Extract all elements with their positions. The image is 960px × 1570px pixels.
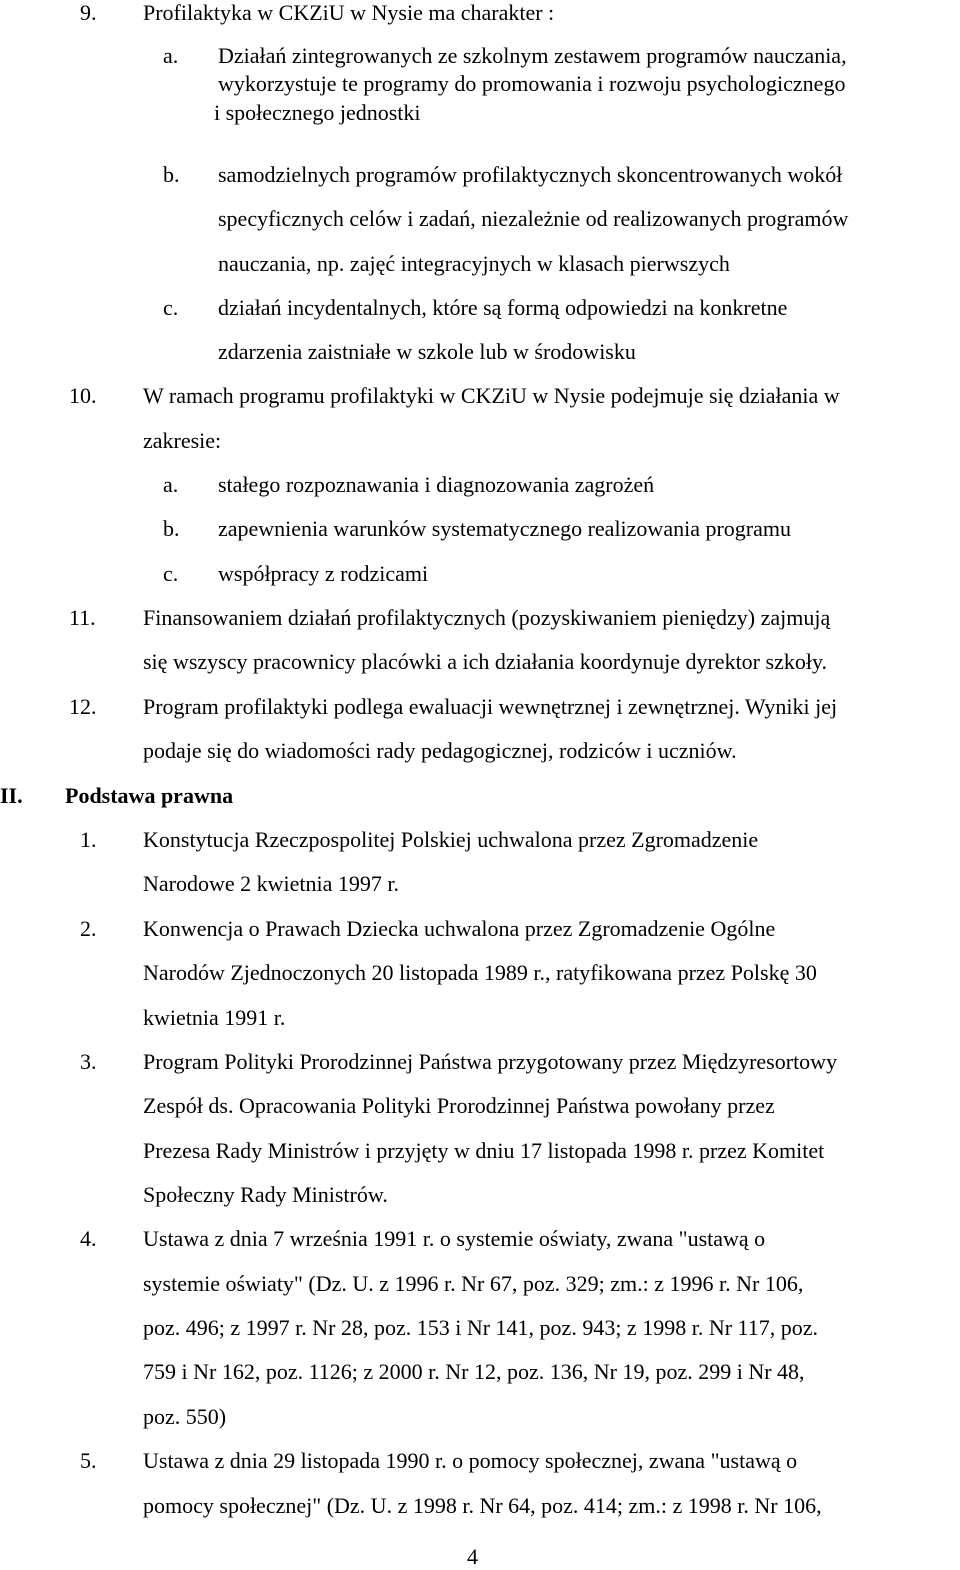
item-9c-line-1: działań incydentalnych, które są formą odpowiedzi na konkretne	[218, 295, 788, 320]
item-10b-text: zapewnienia warunków systematycznego realizowania programu	[218, 516, 791, 541]
legal-item-1-line-2: Narodowe 2 kwietnia 1997 r.	[143, 871, 399, 896]
item-9a-label: a.	[163, 43, 179, 68]
legal-item-3-number: 3.	[80, 1049, 97, 1074]
legal-item-3-line-1: Program Polityki Prorodzinnej Państwa przygotowany przez Międzyresortowy	[143, 1049, 838, 1074]
item-9a-line-1: Działań zintegrowanych ze szkolnym zestawem programów nauczania,	[218, 43, 847, 68]
item-9b-line-1: samodzielnych programów profilaktycznych skoncentrowanych wokół	[218, 162, 843, 187]
item-10c-label: c.	[163, 561, 179, 586]
item-12-line-2: podaje się do wiadomości rady pedagogicznej, rodziców i uczniów.	[143, 738, 737, 763]
legal-item-4-number: 4.	[80, 1226, 97, 1251]
section-heading: Podstawa prawna	[65, 783, 234, 808]
item-9c-label: c.	[163, 295, 179, 320]
legal-item-1-number: 1.	[80, 827, 97, 852]
item-10a-label: a.	[163, 472, 179, 497]
item-9b-label: b.	[163, 162, 180, 187]
legal-item-5-line-1: Ustawa z dnia 29 listopada 1990 r. o pomocy społecznej, zwana "ustawą o	[143, 1448, 798, 1473]
legal-item-2-number: 2.	[80, 916, 97, 941]
legal-item-2-line-2: Narodów Zjednoczonych 20 listopada 1989 r., ratyfikowana przez Polskę 30	[143, 960, 817, 985]
legal-item-4-line-3: poz. 496; z 1997 r. Nr 28, poz. 153 i Nr 141, poz. 943; z 1998 r. Nr 117, poz.	[143, 1315, 818, 1340]
section-roman-numeral: II.	[0, 783, 23, 808]
item-11-number: 11.	[69, 605, 96, 630]
legal-item-5-line-2: pomocy społecznej" (Dz. U. z 1998 r. Nr 64, poz. 414; zm.: z 1998 r. Nr 106,	[143, 1493, 822, 1518]
legal-item-2-line-3: kwietnia 1991 r.	[143, 1005, 286, 1030]
item-10-line-1: W ramach programu profilaktyki w CKZiU w Nysie podejmuje się działania w	[143, 383, 840, 408]
item-12-line-1: Program profilaktyki podlega ewaluacji wewnętrznej i zewnętrznej. Wyniki jej	[143, 694, 838, 719]
legal-item-4-line-2: systemie oświaty" (Dz. U. z 1996 r. Nr 67, poz. 329; zm.: z 1996 r. Nr 106,	[143, 1271, 804, 1296]
item-10b-label: b.	[163, 516, 180, 541]
item-9-text: Profilaktyka w CKZiU w Nysie ma charakter :	[143, 0, 555, 25]
item-12-number: 12.	[69, 694, 97, 719]
item-9c-line-2: zdarzenia zaistniałe w szkole lub w środowisku	[218, 339, 636, 364]
item-10a-text: stałego rozpoznawania i diagnozowania zagrożeń	[218, 472, 655, 497]
item-10-line-2: zakresie:	[143, 428, 222, 453]
item-9b-line-2: specyficznych celów i zadań, niezależnie od realizowanych programów	[218, 206, 849, 231]
legal-item-3-line-4: Społeczny Rady Ministrów.	[143, 1182, 388, 1207]
item-9-number: 9.	[80, 0, 97, 25]
item-11-line-1: Finansowaniem działań profilaktycznych (pozyskiwaniem pieniędzy) zajmują	[143, 605, 831, 630]
legal-item-3-line-2: Zespół ds. Opracowania Polityki Prorodzinnej Państwa powołany przez	[143, 1093, 775, 1118]
legal-item-3-line-3: Prezesa Rady Ministrów i przyjęty w dniu 17 listopada 1998 r. przez Komitet	[143, 1138, 825, 1163]
legal-item-4-line-5: poz. 550)	[143, 1404, 227, 1429]
item-11-line-2: się wszyscy pracownicy placówki a ich działania koordynuje dyrektor szkoły.	[143, 649, 828, 674]
item-9b-line-3: nauczania, np. zajęć integracyjnych w klasach pierwszych	[218, 251, 730, 276]
item-10-number: 10.	[69, 383, 97, 408]
legal-item-1-line-1: Konstytucja Rzeczpospolitej Polskiej uchwalona przez Zgromadzenie	[143, 827, 759, 852]
legal-item-5-number: 5.	[80, 1448, 97, 1473]
item-10c-text: współpracy z rodzicami	[218, 561, 429, 586]
legal-item-2-line-1: Konwencja o Prawach Dziecka uchwalona przez Zgromadzenie Ogólne	[143, 916, 776, 941]
item-9a-line-3: i społecznego jednostki	[214, 100, 421, 125]
legal-item-4-line-1: Ustawa z dnia 7 września 1991 r. o systemie oświaty, zwana "ustawą o	[143, 1226, 766, 1251]
page-number: 4	[467, 1544, 478, 1569]
legal-item-4-line-4: 759 i Nr 162, poz. 1126; z 2000 r. Nr 12, poz. 136, Nr 19, poz. 299 i Nr 48,	[143, 1359, 805, 1384]
item-9a-line-2: wykorzystuje te programy do promowania i rozwoju psychologicznego	[218, 71, 846, 96]
